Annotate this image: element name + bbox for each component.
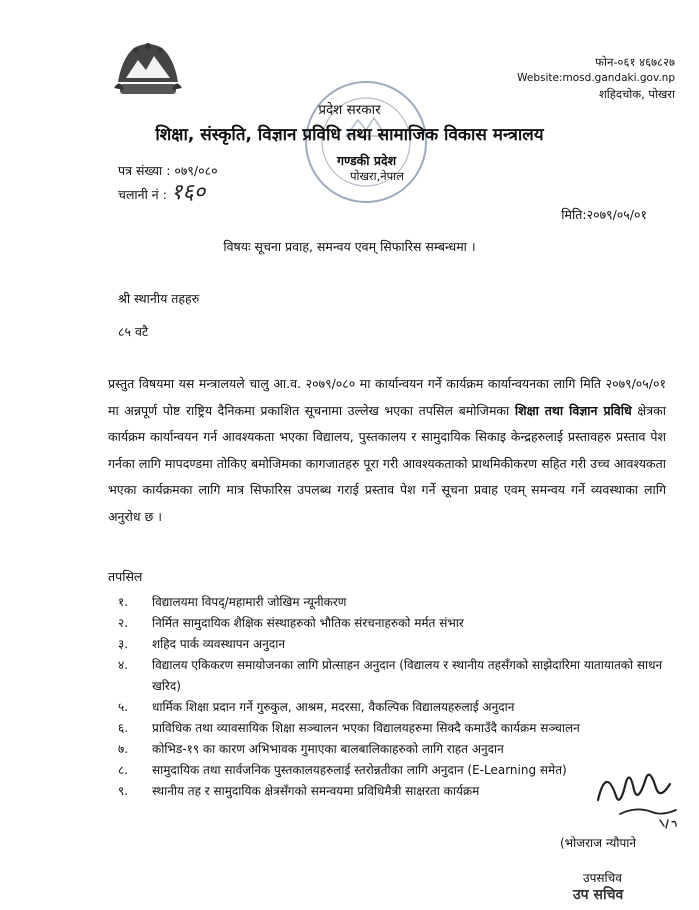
letter-date: मिति:२०७९/०५/०१	[561, 207, 647, 222]
government-title: प्रदेश सरकार	[318, 102, 381, 118]
list-item: ४. विद्यालय एकिकरण समायोजनका लागि प्रोत्साहन अनुदान (विद्यालय र स्थानीय तहसँगको साझेदारिमा यातायातको साधन खरिद)	[118, 658, 663, 693]
recipient: श्री स्थानीय तहहरु	[118, 291, 200, 306]
list-item: १. विद्यालयमा विपद्/महामारी जोखिम न्यूनीकरण	[118, 595, 347, 609]
patra-sankhya-row	[118, 160, 218, 182]
body-text-part1: प्रस्तुत विषयमा यस मन्त्रालयले चालु आ.व. २०७९/०८० मा कार्यान्वयन गर्ने कार्यक्रम कार्यान्वयनका लागि मिति २०७९/०५/०१ मा अन्नपूर्ण पोष्ट राष्ट्रिय दैनिकमा प्रकाशित सूचनामा उल्लेख भएका तपसिल बमोजिमका	[108, 376, 666, 418]
chalani-value: १६०	[170, 180, 206, 205]
body-text-part2: क्षेत्रका कार्यक्रम कार्यान्वयन गर्न आवश्यकता भएका विद्यालय, पुस्तकालय र सामुदायिक सिकाइ केन्द्रहरुलाई प्रस्तावहरु प्रस्ताव पेश गर्नका लागि मापदण्डमा तोकिए बमोजिमका कागजातहरु पूरा गरी आवश्यकताको प्राथमिकीकरण सहित गरी उच्च आवश्यकता भएका कार्यक्रमका लागि मात्र सिफारिस उपलब्ध गराई प्रस्ताव पेश गर्ने सूचना प्रवाह एवम् समन्वय गर्ने व्यवस्थाका लागि अनुरोध छ ।	[108, 402, 666, 524]
chalani-label: चलानी नं :	[118, 187, 167, 202]
list-item: ७. कोभिड-१९ का कारण अभिभावक गुमाएका बालबालिकाहरुको लागि राहत अनुदान	[118, 742, 504, 756]
office-address: शहिदचोक, पोखरा	[598, 87, 675, 101]
ministry-title: शिक्षा, संस्कृति, विज्ञान प्रविधि तथा सामाजिक विकास मन्त्रालय	[155, 125, 544, 145]
list-item: ३. शहिद पार्क व्यवस्थापन अनुदान	[118, 637, 285, 651]
patra-sankhya-label: पत्र संख्या :	[118, 163, 171, 178]
patra-sankhya-value: ०७९/०८०	[174, 163, 218, 178]
recipient-count: ८५ वटै	[118, 324, 149, 339]
nepal-emblem-icon	[112, 38, 184, 100]
list-item: ५. धार्मिक शिक्षा प्रदान गर्ने गुरुकुल, आश्रम, मदरसा, वैकल्पिक विद्यालयहरुलाई अनुदान	[118, 700, 515, 714]
body-paragraph	[108, 371, 666, 530]
body-text-bold: शिक्षा तथा विज्ञान प्रविधि	[514, 402, 632, 418]
designation-stamp: उप सचिव	[573, 887, 624, 903]
handwritten-signature	[590, 760, 682, 832]
website: Website:mosd.gandaki.gov.np	[517, 72, 675, 84]
province-name: गण्डकी प्रदेश	[337, 153, 397, 168]
letter-subject: विषयः सूचना प्रवाह, समन्वय एवम् सिफारिस सम्बन्धमा ।	[223, 239, 476, 254]
list-item: २. निर्मित सामुदायिक शैक्षिक संस्थाहरुको भौतिक संरचनाहरुको मर्मत संभार	[118, 616, 464, 630]
tapsil-heading: तपसिल	[108, 569, 143, 584]
contact-block	[517, 54, 675, 102]
list-item: ६. प्राविधिक तथा व्यावसायिक शिक्षा सञ्चालन भएका विद्यालयहरुमा सिक्दै कमाउँदै कार्यक्रम सञ्चालन	[118, 721, 580, 735]
chalani-row	[118, 182, 218, 206]
city-name: पोखरा,नेपाल	[350, 169, 404, 183]
reference-block	[118, 160, 218, 206]
signatory-name: (भोजराज न्यौपाने	[560, 836, 637, 850]
list-item: ९. स्थानीय तह र सामुदायिक क्षेत्रसँगको समन्वयमा प्रविधिमैत्री साक्षरता कार्यक्रम	[118, 784, 480, 798]
list-item: ८. सामुदायिक तथा सार्वजनिक पुस्तकालयहरुलाई स्तरोन्नतीका लागि अनुदान (E-Learning समेत)	[118, 763, 567, 777]
phone-number: फोन-०६१ ४६७८२७	[595, 55, 675, 69]
signatory-designation: उपसचिव	[583, 871, 622, 885]
